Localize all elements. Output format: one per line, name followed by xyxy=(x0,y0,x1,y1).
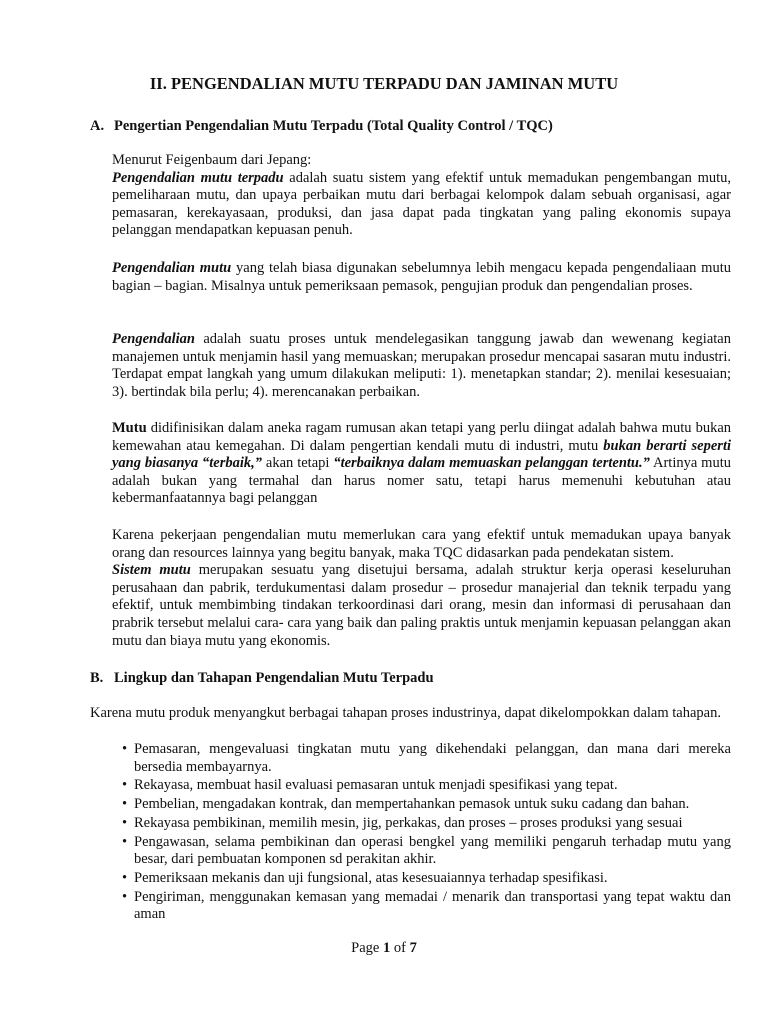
text-pengendalian: adalah suatu proses untuk mendelegasikan tanggung jawab dan wewenang kegiatan manajemen untuk menjamin hasil yang memuaskan; merupakan prosedur mencapai sasaran mutu industri. Terdapat empat langkah yang umum dilakukan meliputi: 1). menetapkan standar; 2). menilai kesesuaian; 3). bertindak bila perlu; 4). merencanakan perbaikan. xyxy=(112,331,731,400)
list-item-text: Pengiriman, menggunakan kemasan yang memadai / menarik dan transportasi yang tepat waktu dan aman xyxy=(134,888,731,923)
section-a-title: Pengertian Pengendalian Mutu Terpadu (Total Quality Control / TQC) xyxy=(114,118,553,134)
section-a-heading xyxy=(90,118,553,135)
bullet-icon: • xyxy=(122,741,128,757)
list-item xyxy=(112,815,731,833)
bullet-icon: • xyxy=(122,796,128,813)
total-pages: 7 xyxy=(409,940,417,956)
list-item xyxy=(112,741,731,776)
emphasis-terbaik: bukan berarti seperti yang biasanya “terbaik,” xyxy=(112,437,731,472)
section-b-intro xyxy=(90,705,731,723)
paragraph-pengendalian xyxy=(112,331,731,401)
paragraph-sistem xyxy=(112,527,731,650)
bullet-icon: • xyxy=(122,814,128,831)
intro-line: Menurut Feigenbaum dari Jepang: xyxy=(112,152,312,168)
bullet-icon: • xyxy=(122,888,128,905)
of-word: of xyxy=(390,940,410,956)
term-pengendalian-mutu: Pengendalian mutu xyxy=(112,260,232,276)
paragraph-tqc-definition xyxy=(112,170,731,240)
term-mutu: Mutu xyxy=(112,420,147,436)
text-tqc-sistem: Karena pekerjaan pengendalian mutu memerlukan cara yang efektif untuk memadukan upaya banyak orang dan resources lainnya yang begitu banyak, maka TQC didasarkan pada pendekatan sistem. xyxy=(112,527,731,561)
list-item xyxy=(112,870,731,888)
bullet-icon: • xyxy=(122,833,128,850)
paragraph-mutu xyxy=(112,420,731,508)
list-item xyxy=(112,796,731,814)
text-mutu-2: akan tetapi xyxy=(262,455,334,472)
text-mutu-3: Artinya mutu adalah bukan yang termahal dan harus nomer satu, tetapi harus memenuhi kebutuhan atau kebermanfaatannya bagi pelanggan xyxy=(112,455,731,507)
section-a-letter: A. xyxy=(90,118,105,134)
paragraph-pengendalian-mutu xyxy=(112,260,731,295)
text-tqc: adalah suatu sistem yang efektif untuk memadukan pengembangan mutu, pemeliharaan mutu, dan upaya perbaikan mutu dari berbagai kelompok dalam sebuah organisasi, agar pemasaran, kerekayasaan, produksi, dan jasa dapat pada tingkatan yang paling ekonomis supaya pelanggan mendapatkan kepuasan penuh. xyxy=(112,169,731,239)
stage-list xyxy=(112,741,731,925)
text-pengendalian-mutu: yang telah biasa digunakan sebelumnya lebih mengacu kepada pengendaliaan mutu bagian – bagian. Misalnya untuk pemeriksaan pemasok, pengujian produk dan pengendalian proses. xyxy=(112,260,731,294)
page-word: Page xyxy=(351,940,383,956)
list-item-text: Pembelian, mengadakan kontrak, dan mempertahankan pemasok untuk suku cadang dan bahan. xyxy=(134,796,690,813)
term-sistem-mutu: Sistem mutu xyxy=(112,562,191,579)
section-b-title: Lingkup dan Tahapan Pengendalian Mutu Terpadu xyxy=(114,670,434,686)
bullet-icon: • xyxy=(122,870,128,887)
document-title: II. PENGENDALIAN MUTU TERPADU DAN JAMINAN MUTU xyxy=(149,74,619,93)
emphasis-pelanggan: “terbaiknya dalam memuaskan pelanggan tertentu.” xyxy=(333,455,650,472)
page-footer xyxy=(0,940,768,957)
section-a-body-1 xyxy=(112,152,731,240)
section-b-intro-text: Karena mutu produk menyangkut berbagai tahapan proses industrinya, dapat dikelompokkan dalam tahapan. xyxy=(90,705,721,721)
list-item xyxy=(112,834,731,869)
list-item-text: Pengawasan, selama pembikinan dan operasi bengkel yang memiliki pengaruh terhadap mutu yang besar, dari pembuatan komponen sd perakitan akhir. xyxy=(134,833,731,868)
section-b-heading xyxy=(90,670,434,687)
list-item-text: Pemasaran, mengevaluasi tingkatan mutu yang dikehendaki pelanggan, dan mana dari mereka bersedia membayarnya. xyxy=(134,741,731,775)
text-sistem-mutu: merupakan sesuatu yang disetujui bersama, adalah struktur kerja operasi keseluruhan perusahaan dan pabrik, terdukumentasi dalam prosedur – prosedur manajerial dan teknik terpadu yang efektif, untuk membimbing tindakan terkoordinasi dari orang, mesin dan informasi di perusahaan dan prabrik tersebut melalui cara- cara yang baik dan paling praktis untuk menjamin kepuasan pelanggan akan mutu dan biaya mutu yang ekonomis. xyxy=(112,562,732,649)
list-item xyxy=(112,777,731,795)
page-number: 1 xyxy=(382,940,391,956)
list-item-text: Rekayasa, membuat hasil evaluasi pemasaran untuk menjadi spesifikasi yang tepat. xyxy=(134,777,618,794)
term-pengendalian: Pengendalian xyxy=(112,331,195,347)
list-item-text: Rekayasa pembikinan, memilih mesin, jig, perkakas, dan proses – proses produksi yang sesuai xyxy=(134,814,683,831)
text-mutu-1: didifinisikan dalam aneka ragam rumusan akan tetapi yang perlu diingat adalah bahwa mutu bukan kemewahan atau kemegahan. Di dalam pengertian kendali mutu di industri, mutu xyxy=(112,420,731,454)
section-b-letter: B. xyxy=(90,670,104,686)
term-tqc: Pengendalian mutu terpadu xyxy=(112,169,284,186)
list-item xyxy=(112,889,731,924)
bullet-icon: • xyxy=(122,777,128,794)
list-item-text: Pemeriksaan mekanis dan uji fungsional, atas kesesuaiannya terhadap spesifikasi. xyxy=(134,870,608,887)
